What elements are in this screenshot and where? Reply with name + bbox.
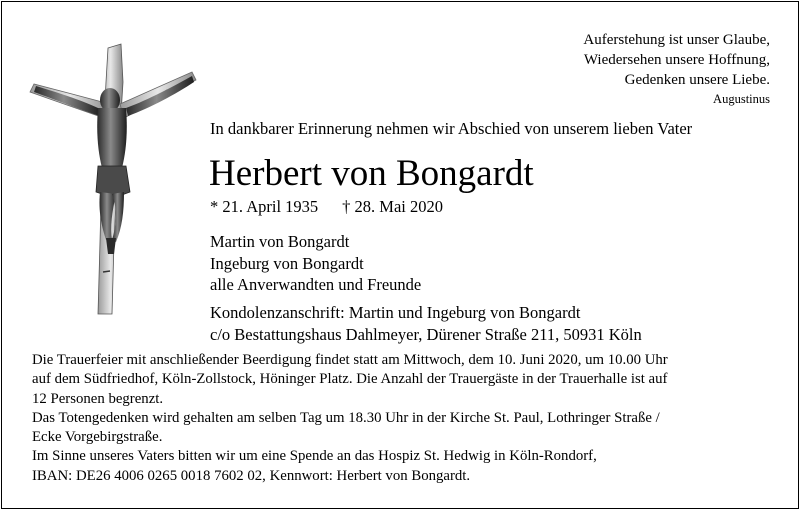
crucifix-icon bbox=[26, 42, 201, 317]
intro-text: In dankbarer Erinnerung nehmen wir Abschied von unserem lieben Vater bbox=[210, 119, 693, 138]
address-line: Kondolenzanschrift: Martin und Ingeburg von Bongardt bbox=[210, 303, 581, 322]
notice-line: 12 Personen begrenzt. bbox=[32, 390, 164, 407]
funeral-notice bbox=[32, 351, 777, 486]
quote-line: Gedenken unsere Liebe. bbox=[624, 72, 770, 88]
deceased-name: Herbert von Bongardt bbox=[209, 153, 534, 194]
notice-line: Ecke Vorgebirgstraße. bbox=[32, 429, 163, 446]
mourner: alle Anverwandten und Freunde bbox=[210, 275, 422, 294]
quote-line: Wiedersehen unsere Hoffnung, bbox=[583, 52, 770, 68]
address-line: c/o Bestattungshaus Dahlmeyer, Dürener Straße 211, 50931 Köln bbox=[210, 324, 642, 344]
mourner: Martin von Bongardt bbox=[210, 232, 350, 251]
quote-author: Augustinus bbox=[713, 92, 770, 106]
life-dates bbox=[210, 197, 443, 217]
quote-block bbox=[583, 30, 770, 108]
mourners-list bbox=[210, 231, 421, 296]
obituary-card bbox=[1, 1, 799, 509]
condolence-address bbox=[210, 302, 642, 345]
birth-date: * 21. April 1935 bbox=[210, 197, 319, 216]
quote-line: Auferstehung ist unser Glaube, bbox=[583, 32, 770, 48]
mourner: Ingeburg von Bongardt bbox=[210, 253, 364, 273]
notice-line: Die Trauerfeier mit anschließender Beerdigung findet statt am Mittwoch, dem 10. Juni 2020, um 10.00 Uhr bbox=[32, 352, 668, 368]
notice-line: Das Totengedenken wird gehalten am selben Tag um 18.30 Uhr in der Kirche St. Paul, Lothringer Straße / bbox=[32, 409, 660, 426]
death-date: † 28. Mai 2020 bbox=[342, 197, 444, 216]
notice-line: Im Sinne unseres Vaters bitten wir um eine Spende an das Hospiz St. Hedwig in Köln-Rondorf, bbox=[32, 448, 597, 465]
notice-line: IBAN: DE26 4006 0265 0018 7602 02, Kennwort: Herbert von Bongardt. bbox=[32, 467, 471, 484]
notice-line: auf dem Südfriedhof, Köln-Zollstock, Höninger Platz. Die Anzahl der Trauergäste in der Trauerhalle ist auf bbox=[32, 371, 668, 388]
